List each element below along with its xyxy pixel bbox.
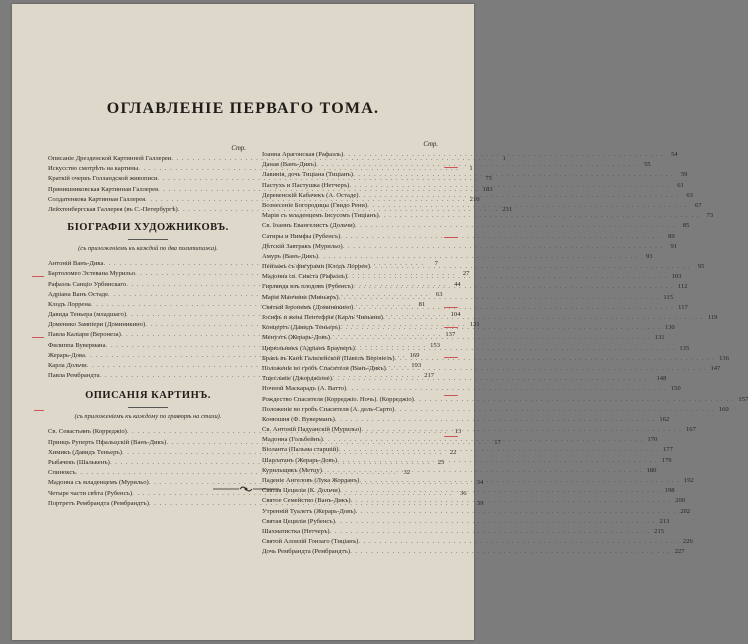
toc-entry-page: 75: [485, 175, 493, 183]
toc-entry-page: 73: [706, 212, 714, 220]
toc-entry-page: 153: [430, 341, 440, 349]
dot-leader: [316, 160, 636, 170]
dot-leader: [355, 221, 675, 231]
toc-entry-title: Вознесеніе Богородицы (Гвидо Рени): [262, 201, 368, 209]
dot-leader: [330, 333, 650, 343]
toc-entry-title: Искусство смотрѣть на картины: [48, 165, 139, 173]
toc-entry-page: 130: [664, 324, 675, 332]
toc-entry-page: 39: [476, 499, 484, 507]
toc-entry-title: Карла Дольчи: [48, 362, 87, 369]
toc-entry-title: Св. Іоаннъ Евангелистъ (Дольчи): [262, 222, 355, 230]
dot-leader: [347, 272, 667, 282]
toc-entry: [262, 547, 685, 557]
toc-entry: [262, 405, 729, 415]
toc-entry-title: Мадонна св. Сикста (Рафаэль): [262, 273, 348, 281]
descriptions-subtitle: (съ приложеніемъ къ каждому по гравюрѣ на стали).: [74, 413, 222, 421]
toc-entry-title: Пастухъ и Пастушка (Нетчеръ): [262, 181, 350, 189]
dot-leader: [379, 211, 699, 221]
toc-entry-title: Краткій очеркъ Голландской живописи: [48, 175, 158, 183]
toc-entry-page: 148: [656, 375, 667, 383]
toc-entry-title: Святый Іеронимъ (Доминикино): [262, 303, 354, 311]
toc-entry-page: 89: [668, 232, 675, 240]
toc-entry: [262, 466, 657, 476]
toc-entry: [262, 395, 748, 405]
toc-entry-page: 115: [663, 293, 673, 301]
toc-entry-page: 61: [677, 181, 684, 189]
toc-entry: [262, 374, 667, 384]
toc-entry-page: 135: [679, 344, 690, 352]
dot-leader: [361, 425, 681, 435]
toc-entry-page: 103: [671, 273, 682, 281]
toc-entry-title: Рыбачекъ (Шалькенъ): [48, 458, 110, 466]
toc-entry-title: Святой Алоизій Гонзаго (Тиціанъ): [262, 538, 359, 546]
toc-entry: [262, 415, 670, 425]
toc-entry-title: Лейхтенбергская Галлерея (въ С.-Петербургѣ): [48, 205, 178, 213]
section-rule: [128, 407, 168, 408]
dot-leader: [414, 395, 734, 405]
toc-entry-page: 112: [677, 283, 688, 291]
pencil-mark: [32, 276, 44, 277]
page-label: Стр.: [231, 145, 246, 152]
dot-leader: [323, 435, 643, 445]
toc-entry-page: 136: [719, 354, 729, 362]
toc-entry-page: 202: [680, 507, 691, 515]
toc-entry-title: Марія Манчини (Миньяръ): [262, 293, 339, 301]
toc-entry-page: 63: [435, 290, 443, 298]
toc-entry-page: 169: [409, 351, 420, 359]
toc-entry-title: Лавинія, дочь Тиціана (Тиціанъ): [262, 171, 353, 179]
dot-leader: [337, 456, 657, 466]
toc-entry-title: Филиппа Вувермана: [48, 341, 106, 349]
toc-entry-page: 200: [675, 497, 686, 505]
toc-entry-page: 93: [645, 252, 653, 260]
dot-leader: [370, 262, 690, 272]
toc-entry-title: Цирюльникъ (Адріанъ Брауверъ): [262, 344, 355, 352]
toc-entry-page: 193: [411, 362, 422, 369]
toc-entry-title: Менуэтъ (Жерарь-Довъ): [262, 334, 331, 342]
toc-entry-page: 59: [680, 171, 688, 179]
toc-entry-title: Іосифъ и жена Пентефрія (Карлъ Чиньяни): [262, 314, 383, 321]
toc-entry-page: 36: [459, 489, 467, 497]
toc-entry-page: 226: [682, 538, 693, 546]
dot-leader: [353, 170, 673, 180]
toc-entry-title: Химикъ (Давидъ Теньеръ): [48, 448, 122, 456]
dot-leader: [335, 517, 655, 527]
toc-entry-page: 217: [424, 372, 435, 380]
toc-entry: [262, 435, 658, 445]
dot-leader: [353, 282, 673, 292]
toc-entry-page: 131: [654, 334, 665, 342]
toc-entry-title: Жерарь-Дова: [48, 351, 85, 359]
toc-entry: [262, 221, 690, 231]
dot-leader: [343, 150, 663, 160]
toc-entry-title: Описаніе Дрезденской Картинной Галлереи: [48, 155, 172, 162]
section-rule: [128, 239, 168, 240]
toc-entry-title: Павла Рембрандта: [48, 372, 100, 380]
toc-entry-page: 63: [686, 191, 693, 199]
toc-entry-page: 55: [643, 161, 651, 169]
dot-leader: [339, 293, 659, 303]
toc-entry-page: 22: [449, 448, 457, 456]
dot-leader: [340, 323, 660, 333]
toc-entry-title: Св. Севастьянъ (Корреджіо): [48, 428, 127, 436]
toc-entry-title: Бракъ въ Канѣ Галилейской (Павелъ Веронезъ): [262, 354, 395, 362]
toc-entry: [262, 517, 670, 527]
toc-entry-page: 1: [469, 165, 473, 173]
toc-entry-page: 81: [418, 300, 426, 308]
dot-leader: [351, 496, 671, 506]
ornament-icon: [211, 484, 281, 494]
dot-leader: [358, 191, 678, 201]
toc-entry-page: 25: [437, 458, 445, 466]
toc-entry-page: 54: [671, 151, 678, 158]
toc-entry-page: 13: [454, 428, 462, 436]
toc-entry-title: Четыре части свѣта (Рубенсъ): [48, 489, 133, 497]
toc-entry-page: 210: [469, 195, 480, 203]
dot-leader: [353, 303, 673, 313]
toc-entry-title: Сатиры и Нимфы (Рубенсъ): [262, 232, 341, 240]
dot-leader: [386, 364, 706, 374]
dot-leader: [340, 232, 660, 242]
page-title: ОГЛАВЛЕНІЕ ПЕРВАГО ТОМА.: [106, 100, 380, 117]
toc-entry: [262, 364, 721, 374]
toc-entry-title: Святая Цецилія (Рубенсъ): [262, 517, 335, 525]
toc-entry-title: Іоанна Арагонская (Рафаэль): [262, 151, 344, 158]
dot-leader: [359, 476, 679, 486]
toc-entry-title: Клодъ Лоррена: [48, 300, 91, 308]
toc-entry-page: 85: [682, 222, 690, 230]
toc-entry-title: Павла Каліари (Веронеза): [48, 331, 121, 339]
toc-entry-title: Курильщикъ (Метцу): [262, 466, 322, 474]
dot-leader: [343, 242, 663, 252]
toc-entry-page: 147: [710, 364, 721, 372]
toc-entry-title: Принцъ Руперть Пфальцскій (Ванъ-Дикъ): [48, 438, 167, 446]
toc-entry: [262, 150, 678, 160]
toc-entry-page: 157: [738, 395, 748, 403]
dot-leader: [349, 181, 669, 191]
dot-leader: [355, 344, 675, 354]
dot-leader: [338, 445, 658, 455]
toc-entry-page: 170: [647, 436, 658, 444]
toc-entry-title: Гирлянда изъ плодовъ (Рубенсъ): [262, 283, 354, 291]
toc-entry-page: 162: [659, 415, 670, 423]
toc-entry-page: 67: [694, 201, 702, 209]
toc-entry-title: Даная (Ванъ-Дикъ): [262, 161, 317, 169]
toc-entry: [262, 242, 678, 252]
toc-entry-page: 91: [670, 242, 678, 250]
page-label: Стр.: [423, 141, 438, 148]
toc-entry-title: Прянишниковская Картинная Галлерея: [48, 185, 159, 193]
toc-entry-page: 1: [502, 155, 506, 162]
toc-entry: [262, 537, 693, 547]
toc-entry: [262, 211, 714, 221]
toc-entry-title: Амуръ (Ванъ-Дикъ): [262, 252, 319, 260]
dot-leader: [356, 507, 676, 517]
toc-entry-page: 150: [670, 385, 681, 393]
toc-entry-title: Мадонна съ младенцемъ (Мурильо): [48, 479, 149, 487]
dot-leader: [350, 547, 670, 557]
toc-entry-title: Бартоломео Эстевана Мурильо: [48, 270, 135, 278]
dot-leader: [346, 384, 666, 394]
dot-leader: [340, 486, 660, 496]
toc-entry-page: 27: [462, 270, 470, 278]
toc-entry-page: 215: [654, 527, 665, 535]
toc-entry-page: 32: [403, 469, 411, 477]
toc-entry-title: Деревенскій Кабачекъ (А. Остаде): [262, 191, 359, 199]
toc-entry-page: 160: [718, 405, 729, 413]
toc-entry-title: Солдатенкова Картинная Галлерея: [48, 195, 146, 203]
toc-entry: [262, 354, 729, 364]
toc-entry-title: Конюшня (Ф. Вуверманъ): [262, 415, 335, 423]
toc-entry-title: Рафаэль Санціо Урбинскаго: [48, 280, 127, 288]
toc-entry-page: 95: [697, 263, 705, 271]
toc-entry: [262, 384, 681, 394]
toc-entry: [262, 262, 705, 272]
toc-entry-title: Положеніе во гробъ Спасителя (Ванъ-Дикъ): [262, 364, 386, 372]
biographies-title: БІОГРАФІИ ХУДОЖНИКОВЪ.: [67, 222, 229, 234]
toc-entry-page: 34: [476, 479, 484, 487]
toc-entry-title: Рождество Спасителя (Корреджіо. Ночь). (Корреджіо): [262, 395, 414, 403]
toc-entry-page: 117: [678, 303, 688, 311]
toc-entry-page: 192: [683, 477, 694, 484]
document-page: [12, 4, 748, 640]
toc-entry-page: 7: [434, 260, 438, 268]
toc-entry-title: Віоланта (Пальма старшій): [262, 446, 339, 454]
toc-entry: [262, 303, 688, 313]
toc-entry-page: 44: [454, 280, 461, 288]
toc-entry-page: 119: [707, 314, 718, 321]
toc-entry-page: 183: [482, 185, 493, 193]
toc-entry-title: Марія съ младенцемъ Іисусомъ (Тиціанъ): [262, 212, 379, 220]
dot-leader: [394, 405, 714, 415]
toc-entry-title: Давида Теньера (младшаго): [48, 311, 127, 319]
pencil-mark: [32, 337, 44, 338]
toc-entry-page: 137: [445, 331, 456, 339]
dot-leader: [383, 313, 703, 323]
toc-entry-page: 180: [646, 466, 657, 474]
dot-leader: [395, 354, 715, 364]
dot-leader: [332, 374, 652, 384]
dot-leader: [318, 252, 638, 262]
toc-entry-title: Святое Семейство (Ванъ-Дикъ): [262, 497, 351, 505]
toc-entry-page: 177: [663, 446, 673, 454]
toc-entry-title: Доменико Зампіери (Доминикино): [48, 321, 146, 329]
dot-leader: [330, 527, 650, 537]
toc-entry-title: Концертъ (Давидъ Теньеръ): [262, 324, 341, 332]
toc-entry-page: 167: [685, 426, 696, 434]
toc-entry-title: Пейзажъ съ фигурами (Клодъ Лоррен): [262, 263, 370, 271]
toc-entry-title: Паденіе Ангеловъ (Лука Жорданъ): [262, 477, 360, 484]
toc-entry-title: Тщеславіе (Джорджіоне): [262, 375, 332, 383]
biographies-subtitle: (съ приложеніемъ къ каждой по два политипажа).: [78, 245, 218, 253]
toc-entry-title: Святая Цецилія (К. Дольчи): [262, 487, 341, 495]
descriptions-title: ОПИСАНІЯ КАРТИНЪ.: [85, 390, 211, 402]
toc-entry-title: Адріана Ванъ Остаде: [48, 290, 109, 298]
toc-entry: [262, 507, 691, 517]
toc-entry-title: Дѣтскій Завтракъ (Мурильо): [262, 242, 343, 250]
toc-entry-page: 179: [661, 456, 672, 464]
dot-leader: [367, 201, 687, 211]
toc-entry-title: Св. Антоній Падуанскій (Мурильо): [262, 426, 362, 434]
toc-entry-title: Портретъ Рембрандта (Рембрандтъ): [48, 499, 149, 507]
dot-leader: [335, 415, 655, 425]
toc-entry-title: Утренній Туалетъ (Жерарь-Довъ): [262, 507, 356, 515]
toc-entry-title: Шахматистка (Нетчеръ): [262, 527, 330, 535]
pencil-mark: [34, 410, 44, 411]
toc-entry-page: 198: [664, 487, 675, 495]
toc-entry-title: Спиноксъ: [48, 469, 76, 477]
dot-leader: [322, 466, 642, 476]
toc-entry: [262, 527, 665, 537]
toc-entry-title: Мадонна (Гольбейнъ): [262, 436, 323, 444]
toc-entry-page: 231: [502, 205, 513, 213]
toc-entry-page: 121: [469, 321, 480, 329]
toc-entry-page: 17: [494, 438, 501, 446]
toc-entry: [262, 344, 690, 354]
toc-entry: [262, 232, 675, 242]
dot-leader: [358, 537, 678, 547]
toc-entry-title: Антоній Ванъ-Дика: [48, 260, 104, 268]
toc-entry-title: Дочь Рембрандта (Рембрандтъ): [262, 548, 351, 556]
toc-entry-title: Ночной Маскарадъ (А. Ватто): [262, 385, 347, 393]
toc-entry: [262, 160, 651, 170]
toc-entry: [262, 252, 653, 262]
toc-entry-page: 227: [674, 548, 685, 556]
toc-entry-page: 104: [450, 311, 461, 319]
toc-entry-title: Шарлатанъ (Жерарь-Довъ): [262, 456, 338, 464]
toc-entry-title: Положеніе во гробъ Спасителя (А. дель-Сарто): [262, 405, 395, 413]
toc-entry-page: 213: [659, 517, 670, 525]
